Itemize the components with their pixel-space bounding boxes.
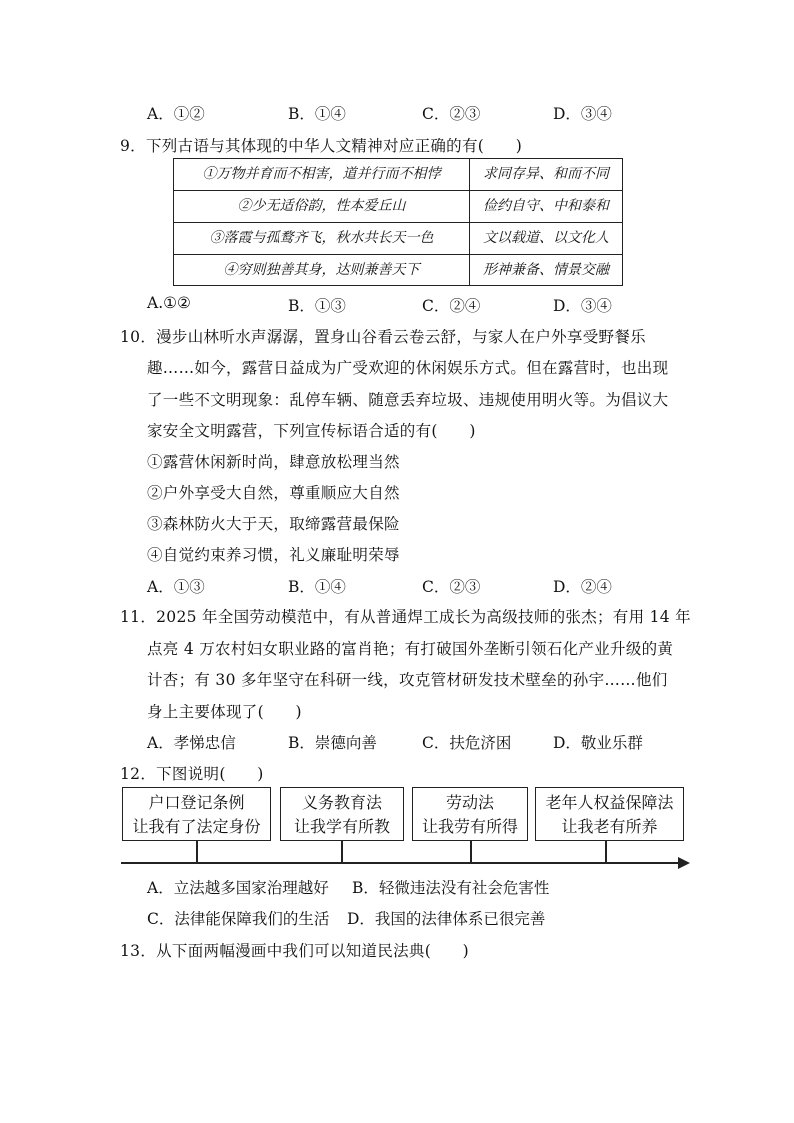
q8-option-c[interactable]: C．②③ (422, 105, 481, 123)
q9-cell-spirit: 俭约自守、中和泰和 (483, 198, 609, 214)
q9-cell-quote: ②少无适俗韵，性本爱丘山 (174, 191, 470, 222)
q9-cell-quote: ①万物并育而不相害，道并行而不相悖 (174, 159, 470, 190)
q10-item: ②户外享受大自然，尊重顺应大自然 (147, 484, 400, 502)
law-box-title: 劳动法 (445, 793, 494, 812)
law-box-title: 老年人权益保障法 (545, 793, 674, 812)
q10-item: ③森林防火大于天，取缔露营最保险 (147, 515, 400, 533)
q9-table-row (174, 223, 622, 255)
q10-stem-line: 10．漫步山林听水声潺潺，置身山谷看云卷云舒，与家人在户外享受野餐乐 (120, 328, 646, 346)
q8-option-b[interactable]: B．①④ (288, 105, 346, 123)
q10-stem-line: 趣……如今，露营日益成为广受欢迎的休闲娱乐方式。但在露营时，也出现 (147, 359, 669, 377)
q9-cell-spirit: 文以载道、以文化人 (483, 230, 609, 246)
q9-option-c[interactable]: C．②④ (422, 297, 481, 315)
law-box-caption: 让我老有所养 (561, 817, 658, 836)
q11-stem-line: 11．2025 年全国劳动模范中，有从普通焊工成长为高级技师的张杰；有用 14 年 (120, 608, 691, 626)
law-box-caption: 让我有了法定身份 (132, 817, 261, 836)
q10-option-d[interactable]: D．②④ (553, 578, 612, 596)
q9-table-row (174, 159, 622, 191)
q13-stem: 13．从下面两幅漫画中我们可以知道民法典( ) (120, 942, 470, 960)
q10-item: ④自觉约束养习惯，礼义廉耻明荣辱 (147, 546, 400, 564)
q9-cell-quote: ③落霞与孤鹜齐飞，秋水共长天一色 (174, 223, 470, 254)
q9-option-b[interactable]: B．①③ (288, 297, 346, 315)
law-box-title: 义务教育法 (301, 793, 382, 812)
q9-cell-spirit: 求同存异、和而不同 (483, 166, 609, 182)
q10-option-b[interactable]: B．①④ (288, 578, 346, 596)
q9-cell-spirit: 形神兼备、情景交融 (483, 262, 609, 278)
timeline-tick (605, 840, 607, 862)
q9-stem: 9．下列古语与其体现的中华人文精神对应正确的有( ) (120, 137, 523, 155)
timeline-tick (196, 840, 198, 862)
q11-stem-line: 点亮 4 万农村妇女职业路的富肖艳；有打破国外垄断引领石化产业升级的黄 (147, 640, 674, 658)
q10-stem-line: 家安全文明露营，下列宣传标语合适的有( ) (147, 422, 476, 440)
q9-cell-quote: ④穷则独善其身，达则兼善天下 (174, 255, 470, 286)
q9-option-a[interactable]: A.①② (147, 294, 191, 312)
q12-option-d[interactable]: D．我国的法律体系已很完善 (347, 910, 546, 928)
law-box-title: 户口登记条例 (148, 793, 245, 812)
q10-option-c[interactable]: C．②③ (422, 578, 481, 596)
timeline-arrow-icon (678, 857, 690, 869)
law-box-labor (412, 787, 528, 841)
q12-stem: 12．下图说明( ) (120, 765, 264, 783)
q9-table-row (174, 191, 622, 223)
q10-option-a[interactable]: A．①③ (147, 578, 205, 596)
law-box-caption: 让我学有所教 (293, 817, 390, 836)
q9-option-d[interactable]: D．③④ (553, 297, 612, 315)
q11-stem-line: 身上主要体现了( ) (147, 703, 302, 721)
q8-option-d[interactable]: D．③④ (553, 105, 612, 123)
timeline-tick (341, 840, 343, 862)
q12-option-b[interactable]: B．轻微违法没有社会危害性 (352, 879, 550, 897)
q12-option-c[interactable]: C．法律能保障我们的生活 (147, 910, 330, 928)
q9-table (173, 158, 623, 286)
timeline-tick (470, 840, 472, 862)
q11-option-c[interactable]: C．扶危济困 (422, 734, 512, 752)
q9-table-row (174, 255, 622, 287)
q10-stem-line: 了一些不文明现象：乱停车辆、随意丢弃垃圾、违规使用明火等。为倡议大 (147, 391, 669, 409)
q8-option-a[interactable]: A．①② (147, 105, 205, 123)
q11-option-d[interactable]: D．敬业乐群 (553, 734, 643, 752)
q11-stem-line: 计杏；有 30 多年坚守在科研一线，攻克管材研发技术壁垒的孙宇……他们 (147, 671, 668, 689)
law-box-household-registration (122, 787, 271, 841)
q11-option-b[interactable]: B．崇德向善 (288, 734, 377, 752)
q10-item: ①露营休闲新时尚，肆意放松理当然 (147, 453, 400, 471)
law-box-compulsory-education (280, 787, 404, 841)
q11-option-a[interactable]: A．孝悌忠信 (147, 734, 236, 752)
q12-option-a[interactable]: A．立法越多国家治理越好 (147, 879, 329, 897)
law-box-elderly-rights (535, 787, 684, 841)
timeline-axis (121, 862, 681, 864)
law-box-caption: 让我劳有所得 (421, 817, 518, 836)
